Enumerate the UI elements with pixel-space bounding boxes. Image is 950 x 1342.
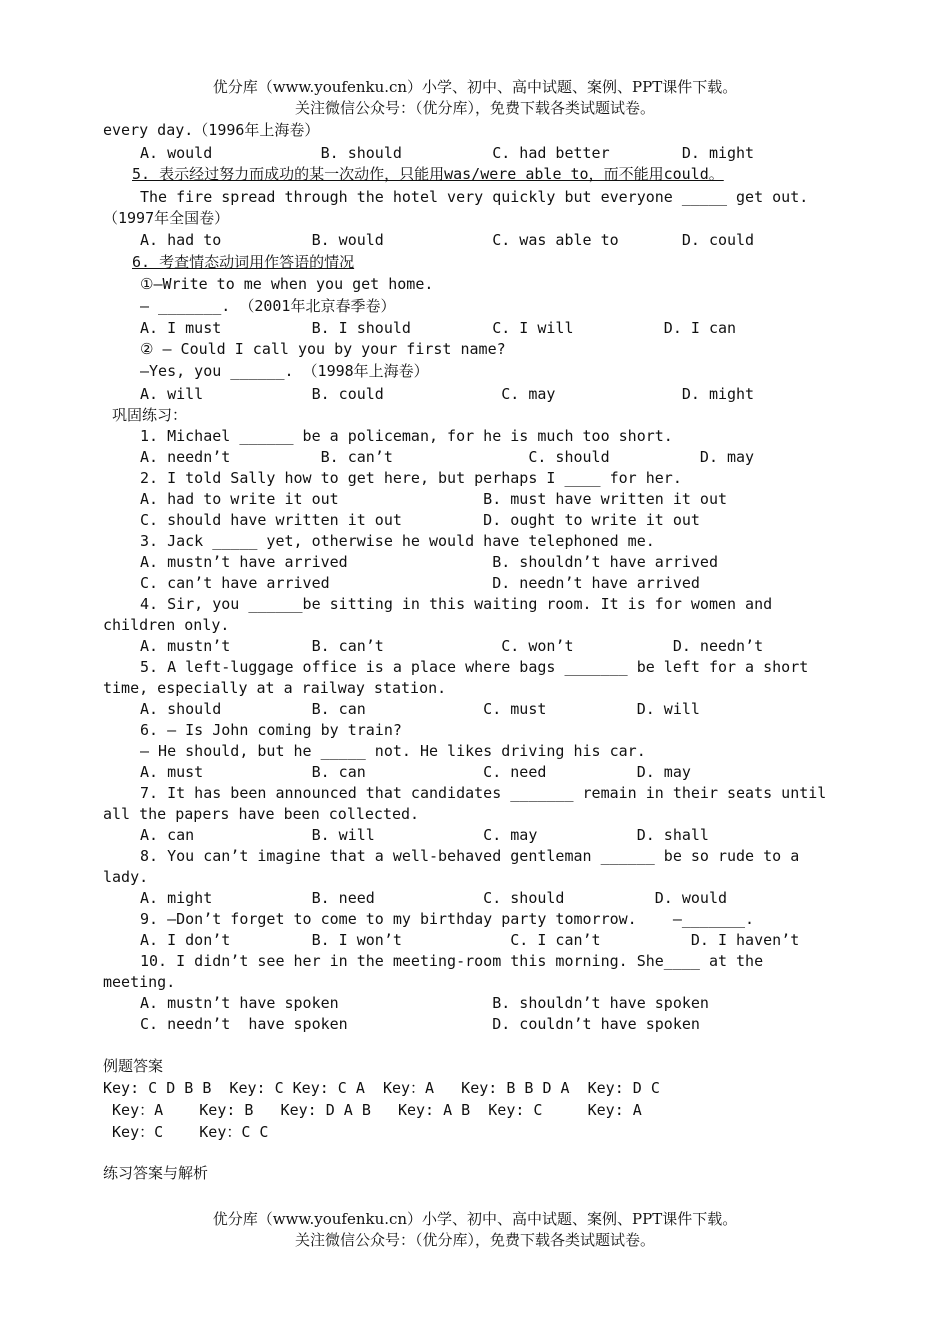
options-line: A. would B. should C. had better D. might bbox=[140, 144, 755, 162]
text-line: children only. bbox=[103, 616, 230, 634]
question-line: 2. I told Sally how to get here, but perhaps I ____ for her. bbox=[140, 469, 682, 487]
question-line: — _______. （2001年北京春季卷） bbox=[140, 297, 396, 315]
footer-line-2: 关注微信公众号：（优分库），免费下载各类试题试卷。 bbox=[294, 1231, 655, 1249]
question-line: 3. Jack _____ yet, otherwise he would have telephoned me. bbox=[140, 532, 655, 550]
text-line: lady. bbox=[103, 868, 149, 886]
header-line-1: 优分库（www.youfenku.cn）小学、初中、高中试题、案例、PPT课件下载。 bbox=[212, 78, 738, 96]
options-line: A. will B. could C. may D. might bbox=[140, 385, 755, 403]
question-line: 8. You can’t imagine that a well-behaved gentleman ______ be so rude to a bbox=[140, 847, 800, 865]
text-line: （1997年全国卷） bbox=[103, 209, 230, 227]
options-line: C. can’t have arrived D. needn’t have arrived bbox=[140, 574, 700, 592]
options-line: A. I don’t B. I won’t C. I can’t D. I haven’t bbox=[140, 931, 800, 949]
text-line: every day.（1996年上海卷） bbox=[103, 121, 320, 139]
options-line: A. mustn’t have arrived B. shouldn’t have arrived bbox=[140, 553, 718, 571]
options-line: A. mustn’t B. can’t C. won’t D. needn’t bbox=[140, 637, 764, 655]
options-line: A. mustn’t have spoken B. shouldn’t have spoken bbox=[140, 994, 709, 1012]
section-heading: 巩固练习： bbox=[112, 406, 188, 424]
practice-answers-heading: 练习答案与解析 bbox=[103, 1164, 209, 1182]
question-line: 5. A left-luggage office is a place where bags _______ be left for a short bbox=[140, 658, 809, 676]
question-line: 4. Sir, you ______be sitting in this waiting room. It is for women and bbox=[140, 595, 773, 613]
header-line-2: 关注微信公众号：（优分库），免费下载各类试题试卷。 bbox=[294, 99, 655, 117]
text-line: all the papers have been collected. bbox=[103, 805, 420, 823]
options-line: C. needn’t have spoken D. couldn’t have spoken bbox=[140, 1015, 700, 1033]
options-line: A. must B. can C. need D. may bbox=[140, 763, 691, 781]
text-line: time, especially at a railway station. bbox=[103, 679, 447, 697]
options-line: A. I must B. I should C. I will D. I can bbox=[140, 319, 737, 337]
options-line: A. might B. need C. should D. would bbox=[140, 889, 727, 907]
answer-keys-line: Key：C Key：C C bbox=[103, 1123, 269, 1141]
question-line: 1. Michael ______ be a policeman, for he is much too short. bbox=[140, 427, 673, 445]
question-line: ② — Could I call you by your first name? bbox=[140, 340, 506, 358]
question-line: The fire spread through the hotel very quickly but everyone _____ get out. bbox=[140, 188, 809, 206]
options-line: A. had to write it out B. must have written it out bbox=[140, 490, 727, 508]
footer-line-1: 优分库（www.youfenku.cn）小学、初中、高中试题、案例、PPT课件下载。 bbox=[212, 1210, 738, 1228]
options-line: C. should have written it out D. ought to write it out bbox=[140, 511, 700, 529]
options-line: A. had to B. would C. was able to D. could bbox=[140, 231, 755, 249]
question-line: 10. I didn’t see her in the meeting-room this morning. She____ at the bbox=[140, 952, 764, 970]
question-line: —Yes, you ______. （1998年上海卷） bbox=[140, 362, 429, 380]
answers-heading: 例题答案 bbox=[103, 1057, 164, 1075]
question-line: 6. — Is John coming by train? bbox=[140, 721, 402, 739]
question-line: ①—Write to me when you get home. bbox=[140, 275, 434, 293]
options-line: A. needn’t B. can’t C. should D. may bbox=[140, 448, 755, 466]
question-line: 7. It has been announced that candidates _______ remain in their seats until bbox=[140, 784, 827, 802]
question-line: 9. —Don’t forget to come to my birthday party tomorrow. —_______. bbox=[140, 910, 755, 928]
question-line: — He should, but he _____ not. He likes driving his car. bbox=[140, 742, 646, 760]
section-heading: 6. 考查情态动词用作答语的情况 bbox=[132, 253, 355, 271]
answer-keys-line: Key: C D B B Key: C Key: C A Key：A Key: B B D A Key: D C bbox=[103, 1079, 660, 1097]
section-heading: 5. 表示经过努力而成功的某一次动作，只能用was/were able to，而不能用could。 bbox=[132, 165, 724, 183]
answer-keys-line: Key：A Key: B Key: D A B Key: A B Key: C Key: A bbox=[103, 1101, 642, 1119]
options-line: A. should B. can C. must D. will bbox=[140, 700, 700, 718]
options-line: A. can B. will C. may D. shall bbox=[140, 826, 709, 844]
text-line: meeting. bbox=[103, 973, 176, 991]
